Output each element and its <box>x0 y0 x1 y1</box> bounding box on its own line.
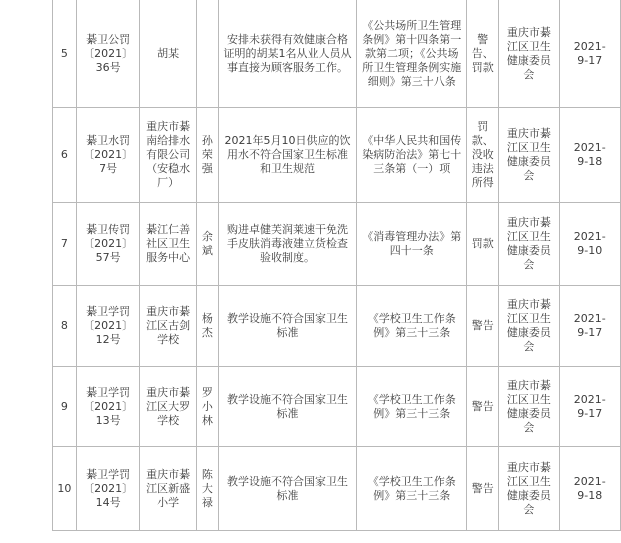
legal-representative: 余斌 <box>196 203 218 286</box>
decision-date: 2021- 9-18 <box>559 447 620 531</box>
decision-date: 2021- 9-18 <box>559 108 620 203</box>
row-number: 7 <box>53 203 77 286</box>
penalized-party: 重庆市綦江区古剑学校 <box>140 286 197 367</box>
penalty-authority: 重庆市綦江区卫生健康委员会 <box>499 447 559 531</box>
violation-facts: 购进卓健芙润莱速干免洗手皮肤消毒液建立货检查验收制度。 <box>218 203 356 286</box>
row-number: 6 <box>53 108 77 203</box>
legal-representative: 杨杰 <box>196 286 218 367</box>
legal-basis: 《学校卫生工作条例》第三十三条 <box>357 447 467 531</box>
penalized-party: 重庆市綦江区大罗学校 <box>140 367 197 447</box>
penalty-authority: 重庆市綦江区卫生健康委员会 <box>499 286 559 367</box>
penalty-type: 警告 <box>467 367 499 447</box>
decision-date: 2021- 9-10 <box>559 203 620 286</box>
legal-representative: 孙荣强 <box>196 108 218 203</box>
decision-date: 2021- 9-17 <box>559 0 620 108</box>
legal-basis: 《公共场所卫生管理条例》第十四条第一款第二项；《公共场所卫生管理条例实施细则》第三十八条 <box>357 0 467 108</box>
penalty-type: 警告 <box>467 447 499 531</box>
decision-date: 2021- 9-17 <box>559 367 620 447</box>
violation-facts: 2021年5月10日供应的饮用水不符合国家卫生标准和卫生规范 <box>218 108 356 203</box>
row-number: 5 <box>53 0 77 108</box>
penalty-authority: 重庆市綦江区卫生健康委员会 <box>499 367 559 447</box>
penalized-party: 重庆市綦南给排水有限公司（安稳水厂） <box>140 108 197 203</box>
penalty-type: 罚款 <box>467 203 499 286</box>
table-row <box>53 286 621 367</box>
penalty-type: 警告 <box>467 286 499 367</box>
table-row <box>53 447 621 531</box>
penalty-table <box>52 0 621 531</box>
document-number: 綦卫学罚 〔2021〕 13号 <box>76 367 139 447</box>
penalty-type: 罚款、没收违法所得 <box>467 108 499 203</box>
table-row <box>53 367 621 447</box>
legal-basis: 《学校卫生工作条例》第三十三条 <box>357 286 467 367</box>
legal-representative: 罗小林 <box>196 367 218 447</box>
legal-basis: 《中华人民共和国传染病防治法》第七十三条第（一）项 <box>357 108 467 203</box>
penalty-authority: 重庆市綦江区卫生健康委员会 <box>499 108 559 203</box>
violation-facts: 安排未获得有效健康合格证明的胡某1名从业人员从事直接为顾客服务工作。 <box>218 0 356 108</box>
legal-representative <box>196 0 218 108</box>
penalty-type: 警告、罚款 <box>467 0 499 108</box>
document-number: 綦卫学罚 〔2021〕 12号 <box>76 286 139 367</box>
document-number: 綦卫公罚 〔2021〕 36号 <box>76 0 139 108</box>
table-row <box>53 0 621 108</box>
violation-facts: 教学设施不符合国家卫生标准 <box>218 367 356 447</box>
legal-basis: 《学校卫生工作条例》第三十三条 <box>357 367 467 447</box>
penalty-authority: 重庆市綦江区卫生健康委员会 <box>499 0 559 108</box>
violation-facts: 教学设施不符合国家卫生标准 <box>218 447 356 531</box>
document-number: 綦卫学罚 〔2021〕 14号 <box>76 447 139 531</box>
penalized-party: 胡某 <box>140 0 197 108</box>
table-row <box>53 108 621 203</box>
legal-basis: 《消毒管理办法》第四十一条 <box>357 203 467 286</box>
document-number: 綦卫传罚 〔2021〕 57号 <box>76 203 139 286</box>
penalized-party: 重庆市綦江区新盛小学 <box>140 447 197 531</box>
penalized-party: 綦江仁善社区卫生服务中心 <box>140 203 197 286</box>
row-number: 8 <box>53 286 77 367</box>
penalty-authority: 重庆市綦江区卫生健康委员会 <box>499 203 559 286</box>
row-number: 9 <box>53 367 77 447</box>
violation-facts: 教学设施不符合国家卫生标准 <box>218 286 356 367</box>
decision-date: 2021- 9-17 <box>559 286 620 367</box>
row-number: 10 <box>53 447 77 531</box>
legal-representative: 陈大禄 <box>196 447 218 531</box>
table-row <box>53 203 621 286</box>
document-number: 綦卫水罚 〔2021〕 7号 <box>76 108 139 203</box>
